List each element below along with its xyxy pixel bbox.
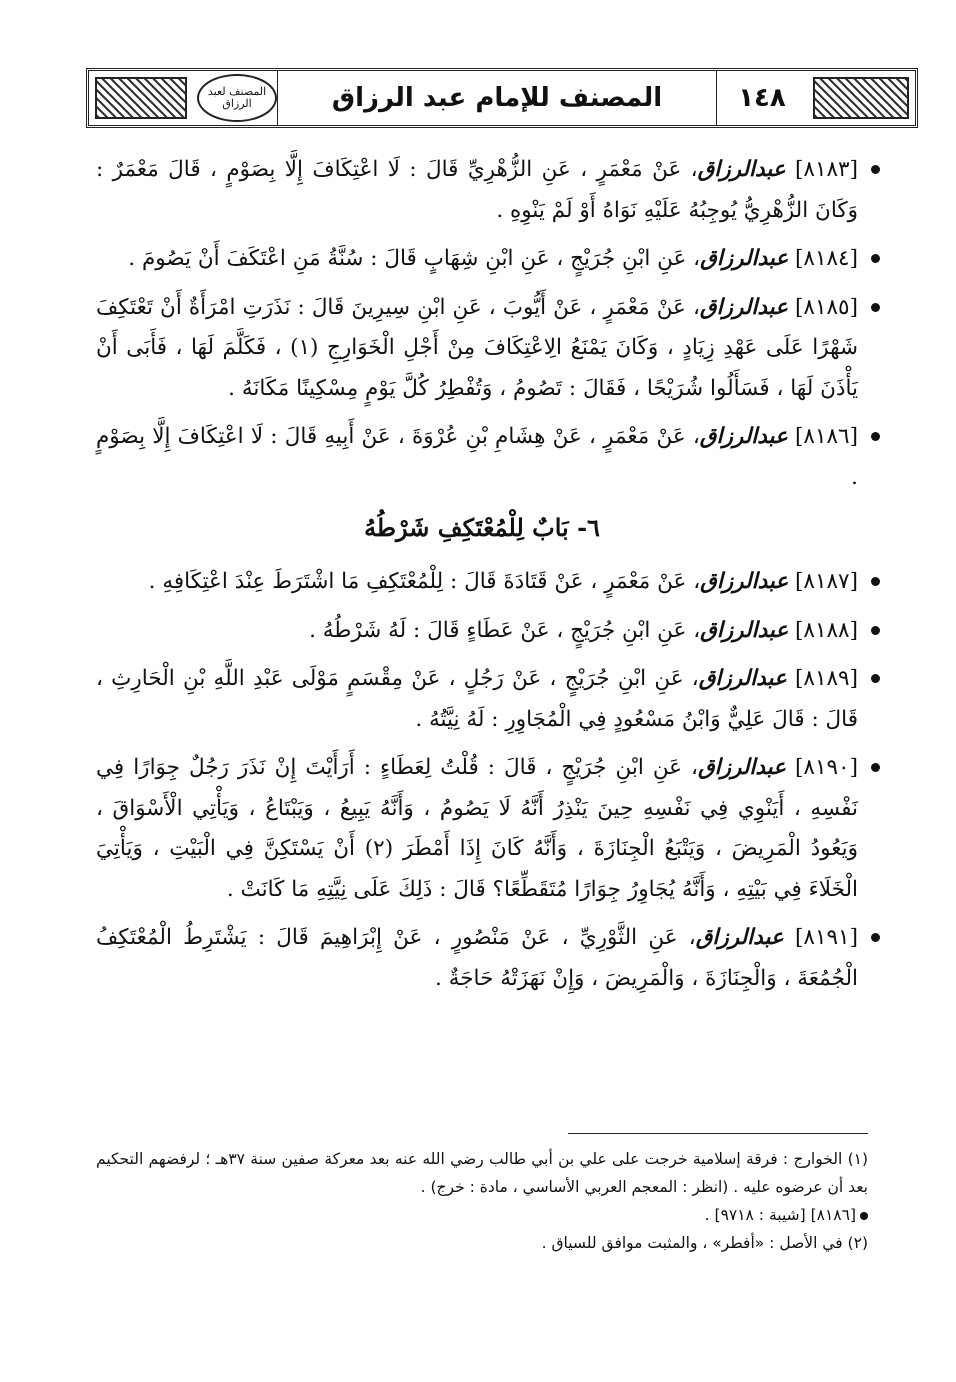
entry-number: [٨١٨٩] [795,666,858,691]
bullet-icon [860,1212,868,1220]
book-seal-logo [197,74,277,122]
entry-number: [٨١٨٨] [795,617,858,643]
entry-text: ، عَنْ مَعْمَرٍ ، عَنْ أَيُّوبَ ، عَنِ ابْنِ سِيرِينَ قَالَ : نَذَرَتِ امْرَأَةٌ أَنْ تَعْتَكِفَ شَهْرًا عَلَى عَهْدِ زِيَادٍ ، وَكَانَ يَمْنَعُ الِاعْتِكَافَ مِنْ أَجْلِ الْخَوَارِجِ (١) ، فَكَلَّمَ لَهَا ، فَأَبَى أَنْ يَأْذَنَ لَهَا ، فَسَأَلُوا شُرَيْحًا ، فَقَالَ : تَصُومُ ، وَتُفْطِرُ كُلَّ يَوْمٍ مِسْكِينًا مَكَانَهُ . [96,294,858,401]
entry-author: عبدالرزاق [697,157,786,182]
entry-text: ، عَنْ مَعْمَرٍ ، عَنْ قَتَادَةَ قَالَ : لِلْمُعْتَكِفِ مَا اشْتَرَطَ عِنْدَ اعْتِكَافِهِ . [148,569,701,594]
bullet-icon [871,626,880,635]
bullet-icon [871,577,880,586]
hadith-entry [96,659,868,740]
bullet-icon [871,432,880,441]
entry-author: عبدالرزاق [699,294,788,320]
entry-author: عبدالرزاق [695,925,784,950]
bullet-icon [871,763,880,772]
bullet-icon [871,933,880,942]
entry-number: [٨١٨٦] [795,424,858,449]
hadith-entry [96,748,868,910]
bullet-icon [871,303,880,312]
hadith-entry [96,150,868,231]
entry-author: عبدالرزاق [697,755,786,780]
entry-number: [٨١٨٧] [795,569,858,594]
seal-text: المصنف لعبد الرزاق [207,85,267,110]
footnote-1: (١) الخوارج : فرقة إسلامية خرجت على علي بن أبي طالب رضي الله عنه بعد معركة صفين سنة ٣٧هـ ؛ لرفضهم التحكيم بعد أن عرضوه عليه . (انظر : المعجم العربي الأساسي ، مادة : خرج) . [96,1150,869,1196]
footnotes [96,1145,868,1257]
footnote-divider [568,1133,868,1134]
entry-text: ، عَنِ ابْنِ جُرَيْجٍ ، عَنِ ابْنِ شِهَابٍ قَالَ : سُنَّةُ مَنِ اعْتَكَفَ أَنْ يَصُومَ . [128,246,701,271]
main-text [96,150,868,1007]
entry-number: [٨١٩١] [795,925,858,950]
entry-author: عبدالرزاق [700,569,789,594]
entry-text: ، عَنْ مَعْمَرٍ ، عَنِ الزُّهْرِيِّ قَالَ : لَا اعْتِكَافَ إِلَّا بِصَوْمٍ ، قَالَ مَعْمَرٌ : وَكَانَ الزُّهْرِيُّ يُوجِبُهُ عَلَيْهِ نَوَاهُ أَوْ لَمْ يَنْوِهِ . [96,157,858,223]
hadith-entry [96,288,868,410]
entry-text: ، عَنِ ابْنِ جُرَيْجٍ ، قَالَ : قُلْتُ لِعَطَاءٍ : أَرَأَيْتَ إِنْ نَذَرَ رَجُلٌ جِوَارًا فِي نَفْسِهِ ، أَيَنْوِي فِي نَفْسِهِ حِينَ يَنْذِرُ أَنَّهُ لَا يَصُومُ ، وَأَنَّهُ يَبِيعُ ، وَيَبْتَاعُ ، وَيَأْتِي الْأَسْوَاقَ ، وَيَعُودُ الْمَرِيضَ ، وَيَتْبَعُ الْجِنَازَةَ ، وَأَنَّهُ كَانَ إِذَا أَمْطَرَ (٢) أَنْ يَسْتَكِنَّ فِي الْبَيْتِ ، وَيَأْتِيَ الْخَلَاءَ فِي بَيْتِهِ ، وَأَنَّهُ يُجَاوِرُ جِوَارًا مُتَقَطِّعًا؟ قَالَ : ذَلِكَ عَلَى نِيَّتِهِ مَا كَانَتْ . [96,755,858,902]
entry-number: [٨١٨٤] [795,246,858,271]
bullet-icon [871,254,880,263]
bullet-icon [871,165,880,174]
entries-group-bottom [96,562,868,999]
entry-text: ، عَنِ الثَّوْرِيِّ ، عَنْ مَنْصُورٍ ، عَنْ إِبْرَاهِيمَ قَالَ : يَشْتَرِطُ الْمُعْتَكِفُ الْجُمُعَةَ ، وَالْجِنَازَةَ ، وَالْمَرِيضَ ، وَإِنْ نَهَزَتْهُ حَاجَةٌ . [96,925,858,991]
page-header [86,68,918,128]
entry-author: عبدالرزاق [700,246,789,271]
hadith-entry [96,918,868,999]
footnote-cross-reference [96,1201,868,1229]
entry-author: عبدالرزاق [698,666,787,691]
ornament-left [95,77,187,119]
chapter-heading: ٦- بَابٌ لِلْمُعْتَكِفِ شَرْطُهُ [364,513,600,542]
entry-number: [٨١٨٥] [795,294,858,320]
running-title: المصنف للإمام عبد الرزاق [277,71,717,125]
hadith-entry [96,417,868,498]
entry-number: [٨١٩٠] [795,755,858,780]
entries-group-top [96,150,868,498]
footnote-2: (٢) في الأصل : «أفطر» ، والمثبت موافق للسياق . [541,1234,868,1252]
entry-text: ، عَنِ ابْنِ جُرَيْجٍ ، عَنْ عَطَاءٍ قَالَ : لَهُ شَرْطُهُ . [309,617,701,643]
bullet-icon [871,674,880,683]
entry-author: عبدالرزاق [700,617,789,643]
ornament-right [813,77,909,119]
footnote-cross-reference-text: [٨١٨٦] [شيبة : ٩٧١٨] . [704,1206,856,1224]
entry-author: عبدالرزاق [699,424,788,449]
entry-text: ، عَنْ مَعْمَرٍ ، عَنْ هِشَامِ بْنِ عُرْوَةَ ، عَنْ أَبِيهِ قَالَ : لَا اعْتِكَافَ إِلَّا بِصَوْمٍ . [96,424,858,490]
hadith-entry [96,611,868,652]
page-number: ١٤٨ [738,83,786,113]
hadith-entry [96,239,868,280]
entry-text: ، عَنِ ابْنِ جُرَيْجٍ ، عَنْ رَجُلٍ ، عَنْ مِقْسَمٍ مَوْلَى عَبْدِ اللَّهِ بْنِ الْحَارِثِ ، قَالَ : قَالَ عَلِيٌّ وَابْنُ مَسْعُودٍ فِي الْمُجَاوِرِ : لَهُ نِيَّتُهُ . [96,666,858,732]
hadith-entry [96,562,868,603]
entry-number: [٨١٨٣] [795,157,858,182]
